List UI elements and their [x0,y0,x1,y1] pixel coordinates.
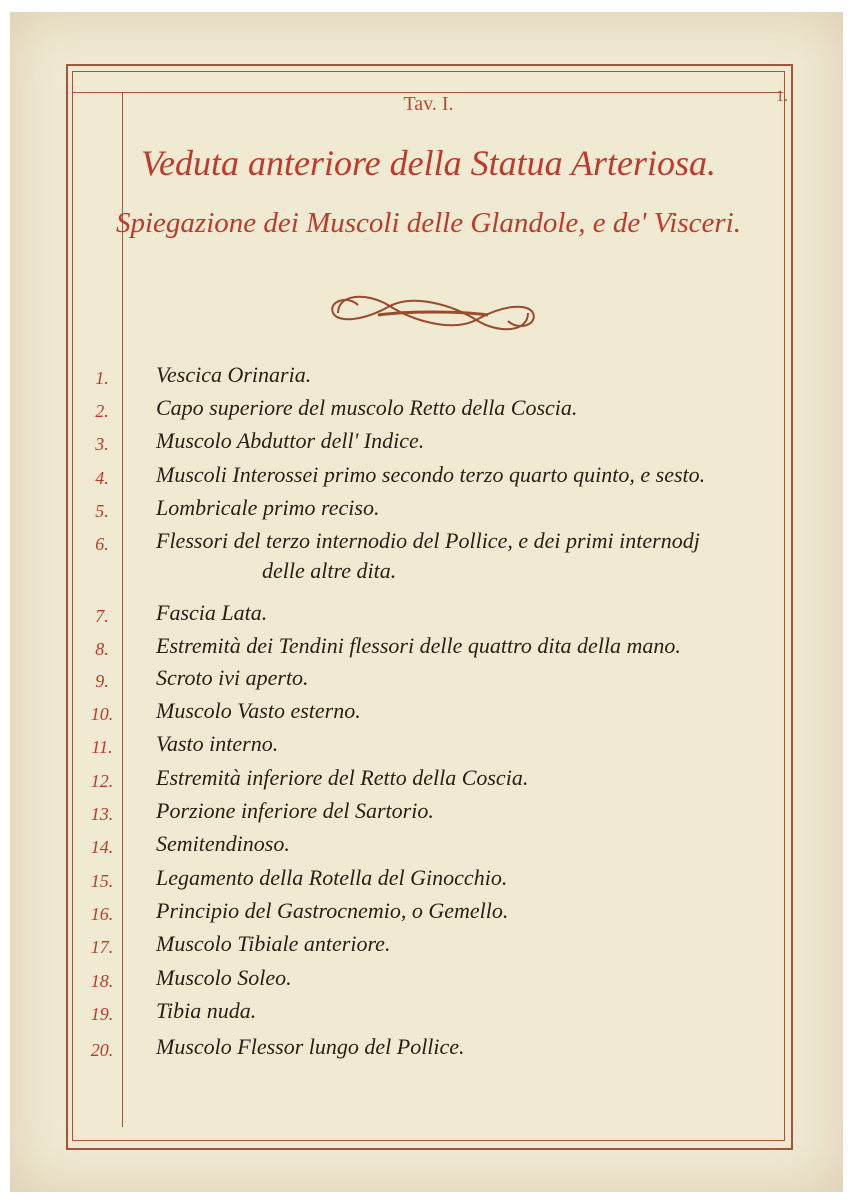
entry-text: Porzione inferiore del Sartorio. [156,798,434,823]
list-item [0,528,857,583]
entry-number: 11. [91,737,113,757]
entry-number: 4. [95,468,109,488]
list-item [0,898,857,928]
list-item [0,428,857,458]
list-item [0,798,857,828]
list-item [0,731,857,761]
entry-text: Estremità dei Tendini flessori delle quattro dita della mano. [156,633,681,658]
entry-number: 7. [95,606,109,626]
entry-number: 18. [90,971,114,991]
calligraphic-flourish [318,285,548,341]
entry-number: 19. [90,1004,114,1024]
list-item [0,931,857,961]
list-item [0,1034,857,1064]
entry-text: Capo superiore del muscolo Retto della Coscia. [156,395,578,420]
list-item [0,600,857,630]
entry-number: 17. [90,937,114,957]
title-line-1: Veduta anteriore della Statua Arteriosa. [141,143,716,183]
list-item [0,831,857,861]
entry-number: 1. [95,368,109,388]
entry-text-continuation: delle altre dita. [262,558,397,583]
title-line-2: Spiegazione dei Muscoli delle Glandole, e de' Visceri. [116,207,741,239]
page-number: 1. [776,88,788,105]
list-item [0,395,857,425]
entry-text: Muscolo Flessor lungo del Pollice. [156,1034,465,1059]
entry-number: 15. [90,871,114,891]
entry-number: 5. [95,501,109,521]
list-item [0,765,857,795]
entry-text: Legamento della Rotella del Ginocchio. [156,865,508,890]
entry-number: 6. [95,534,109,554]
list-item [0,665,857,695]
plate-label: Tav. I. [403,93,454,115]
list-item [0,698,857,728]
entry-number: 10. [90,704,114,724]
entry-text: Lombricale primo reciso. [156,495,380,520]
entry-number: 3. [95,434,109,454]
entry-number: 16. [90,904,114,924]
entry-number: 20. [90,1040,114,1060]
entry-text: Muscolo Soleo. [156,965,292,990]
entry-text: Estremità inferiore del Retto della Coscia. [156,765,529,790]
entry-text: Vasto interno. [156,731,279,756]
entry-text: Semitendinoso. [156,831,290,856]
entry-number: 8. [95,639,109,659]
entry-text: Scroto ivi aperto. [156,665,309,690]
entry-number: 12. [90,771,114,791]
entry-text: Muscoli Interossei primo secondo terzo quarto quinto, e sesto. [156,462,706,487]
entry-text: Muscolo Tibiale anteriore. [156,931,391,956]
entry-text: Principio del Gastrocnemio, o Gemello. [156,898,509,923]
entry-number: 2. [95,401,109,421]
list-item [0,865,857,895]
entry-text: Flessori del terzo internodio del Pollice, e dei primi internodj [156,528,700,553]
entry-text: Tibia nuda. [156,998,257,1023]
entry-number: 13. [90,804,114,824]
list-item [0,495,857,525]
list-item [0,362,857,392]
list-item [0,633,857,663]
entry-number: 9. [95,671,109,691]
list-item [0,998,857,1028]
list-item [0,462,857,492]
entry-text: Muscolo Abduttor dell' Indice. [156,428,425,453]
entry-text: Vescica Orinaria. [156,362,312,387]
list-item [0,965,857,995]
entry-number: 14. [90,837,114,857]
entry-text: Fascia Lata. [156,600,268,625]
entry-text: Muscolo Vasto esterno. [156,698,361,723]
